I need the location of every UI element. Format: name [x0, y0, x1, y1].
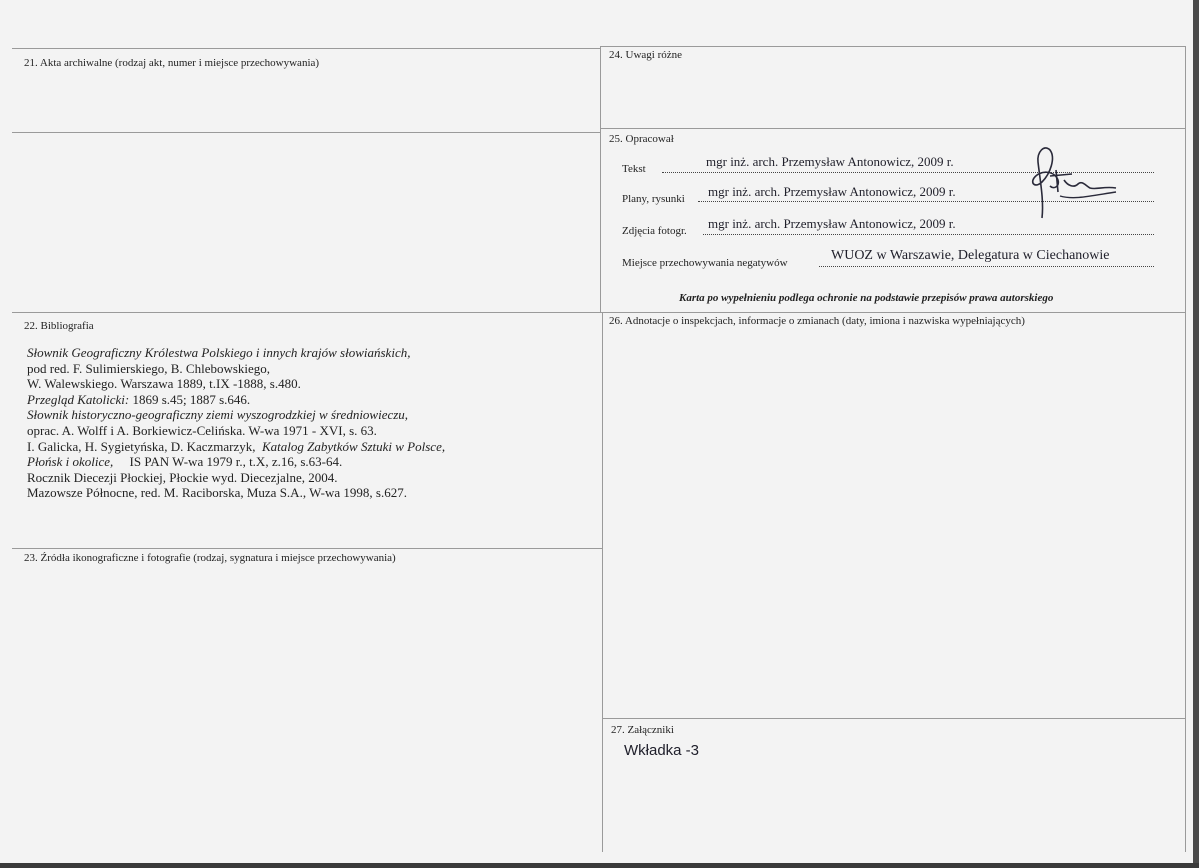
- rule-right-3: [602, 718, 1185, 719]
- biblio-line: oprac. A. Wolff i A. Borkiewicz-Celińska. W-wa 1971 - XVI, s. 63.: [27, 422, 377, 438]
- rule-left-2: [12, 132, 600, 133]
- rule-mid: [12, 312, 1185, 313]
- biblio-line: [27, 392, 445, 408]
- scan-edge-right: [1193, 0, 1199, 868]
- plany-value: mgr inż. arch. Przemysław Antonowicz, 2009 r.: [708, 184, 956, 199]
- biblio-line: Słownik Geograficzny Królestwa Polskiego i innych krajów słowiańskich,: [27, 345, 411, 360]
- biblio-line: Mazowsze Północne, red. M. Raciborska, Muza S.A., W-wa 1998, s.627.: [27, 485, 407, 501]
- section-27-heading: 27. Załączniki: [611, 724, 674, 736]
- miejsce-value: WUOZ w Warszawie, Delegatura w Ciechanowie: [831, 248, 1110, 263]
- biblio-line: Rocznik Diecezji Płockiej, Płockie wyd. Diecezjalne, 2004.: [27, 469, 338, 485]
- rule-right-edge: [1185, 46, 1186, 852]
- miejsce-dotted-line: [819, 266, 1154, 267]
- zdjecia-label: Zdjęcia fotogr.: [622, 225, 687, 237]
- plany-label: Plany, rysunki: [622, 193, 685, 205]
- biblio-text: IS PAN W-wa 1979 r., t.X, z.16, s.63-64.: [113, 454, 343, 470]
- rule-top-left: [12, 48, 600, 49]
- section-24-heading: 24. Uwagi różne: [609, 49, 683, 61]
- tekst-label: Tekst: [622, 163, 646, 175]
- biblio-title: Płońsk i okolice,: [27, 454, 114, 470]
- biblio-line: [27, 439, 445, 455]
- scan-edge-bottom: [0, 863, 1199, 868]
- rule-right-2: [600, 128, 1185, 129]
- attachments-value: Wkładka -3: [624, 742, 700, 759]
- miejsce-label: Miejsce przechowywania negatywów: [622, 257, 788, 269]
- biblio-line: Słownik historyczno-geograficzny ziemi wyszogrodzkiej w średniowieczu,: [27, 407, 409, 423]
- tekst-value: mgr inż. arch. Przemysław Antonowicz, 2009 r.: [706, 154, 954, 169]
- biblio-line: W. Walewskiego. Warszawa 1889, t.IX -1888, s.480.: [27, 376, 301, 392]
- biblio-text: I. Galicka, H. Sygietyńska, D. Kaczmarzyk,: [27, 438, 263, 454]
- zdjecia-dotted-line: [703, 234, 1154, 235]
- section-23-heading: 23. Źródła ikonograficzne i fotografie (rodzaj, sygnatura i miejsce przechowywania): [24, 552, 396, 564]
- signature-mark: [1020, 140, 1120, 222]
- bibliography-list: [27, 345, 445, 501]
- section-21-heading: 21. Akta archiwalne (rodzaj akt, numer i miejsce przechowywania): [24, 57, 320, 69]
- copyright-note: Karta po wypełnieniu podlega ochronie na podstawie przepisów prawa autorskiego: [679, 292, 1054, 304]
- rule-vertical-upper: [600, 46, 601, 312]
- biblio-line: [27, 454, 445, 470]
- rule-left-3: [12, 548, 602, 549]
- section-22-heading: 22. Bibliografia: [24, 320, 94, 332]
- rule-vertical-lower: [602, 312, 603, 852]
- biblio-title: Przegląd Katolicki:: [27, 391, 130, 407]
- section-25-heading: 25. Opracował: [609, 133, 674, 145]
- biblio-title: Katalog Zabytków Sztuki w Polsce,: [262, 438, 446, 454]
- biblio-text: 1869 s.45; 1887 s.646.: [129, 391, 251, 407]
- rule-top-right: [600, 46, 1185, 47]
- zdjecia-value: mgr inż. arch. Przemysław Antonowicz, 2009 r.: [708, 216, 956, 231]
- section-26-heading: 26. Adnotacje o inspekcjach, informacje o zmianach (daty, imiona i nazwiska wypełniających): [609, 315, 1025, 327]
- biblio-line: pod red. F. Sulimierskiego, B. Chlebowskiego,: [27, 360, 271, 376]
